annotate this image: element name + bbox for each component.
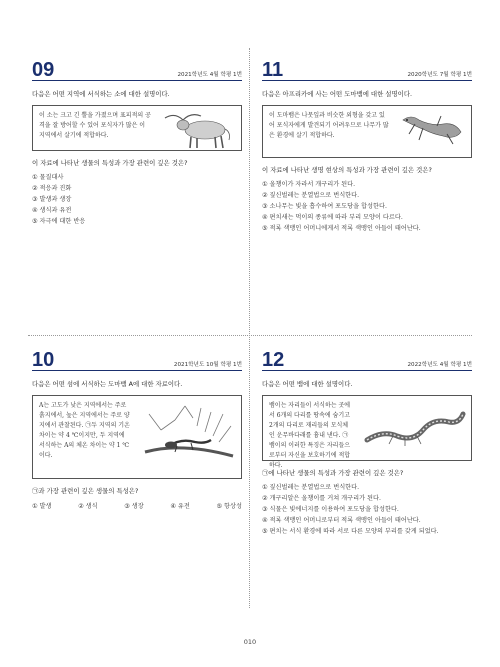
info-box bbox=[262, 105, 472, 158]
question-header bbox=[32, 58, 242, 81]
info-box bbox=[262, 395, 472, 469]
question-intro: 다음은 아프리카에 사는 어떤 도마뱀에 대한 설명이다. bbox=[262, 90, 413, 98]
question-number: 10 bbox=[32, 349, 55, 371]
option-1[interactable]: ① 물질대사 bbox=[32, 174, 64, 181]
info-box-text: 이 도마뱀은 나뭇잎과 비슷한 외형을 갖고 있어 포식자에게 발견되기 어려우므로 나무가 많은 환경에 살기 적합하다. bbox=[269, 112, 389, 139]
options-list bbox=[32, 172, 242, 227]
option-2[interactable]: ② 적응과 진화 bbox=[32, 185, 72, 192]
options-list bbox=[262, 482, 472, 537]
question-11 bbox=[262, 58, 472, 234]
question-number: 11 bbox=[262, 59, 284, 81]
question-prompt: ㉠과 가장 관련이 깊은 생물의 특성은? bbox=[32, 487, 139, 495]
question-source: 2020학년도 7월 학평 1번 bbox=[407, 72, 472, 78]
question-prompt: ㉠에 나타난 생물의 특성과 가장 관련이 깊은 것은? bbox=[262, 469, 404, 477]
question-header bbox=[262, 58, 472, 81]
option-4[interactable]: ④ 생식과 유전 bbox=[32, 207, 72, 214]
info-box-text: 이 소는 크고 긴 뿔을 가졌으며 표피적의 공격을 잘 방어할 수 있어 포식자가 많은 이 지역에서 살기에 적합하다. bbox=[39, 112, 151, 139]
question-intro: 다음은 어떤 지역에 서식하는 소에 대한 설명이다. bbox=[32, 90, 170, 98]
option-4[interactable]: ④ 유전 bbox=[170, 503, 190, 510]
option-3[interactable]: ③ 발생과 생장 bbox=[32, 196, 72, 203]
option-3[interactable]: ③ 식물은 빛에너지를 이용하여 포도당을 합성한다. bbox=[262, 506, 399, 513]
options-list bbox=[262, 179, 472, 234]
question-header bbox=[262, 348, 472, 371]
question-09 bbox=[32, 58, 242, 227]
option-5[interactable]: ⑤ 편치는 서식 환경에 따라 서로 다른 모양의 부리를 갖게 되었다. bbox=[262, 528, 439, 535]
option-3[interactable]: ③ 생장 bbox=[124, 503, 144, 510]
longhorn-cow-illustration bbox=[161, 108, 237, 150]
question-12 bbox=[262, 348, 472, 537]
option-3[interactable]: ③ 소나무는 빛을 흡수하여 포도당을 합성한다. bbox=[262, 203, 387, 210]
snake-illustration bbox=[363, 400, 467, 450]
options-row bbox=[32, 501, 242, 510]
page-number: 010 bbox=[243, 638, 257, 646]
lizard-on-branch-illustration bbox=[141, 402, 237, 472]
option-5[interactable]: ⑤ 자극에 대한 반응 bbox=[32, 218, 86, 225]
info-box bbox=[32, 105, 242, 151]
question-header bbox=[32, 348, 242, 371]
option-5[interactable]: ⑤ 적록 색맹인 어머니에게서 적록 색맹인 아들이 태어난다. bbox=[262, 225, 421, 232]
question-number: 12 bbox=[262, 349, 285, 371]
option-1[interactable]: ① 올챙이가 자라서 개구리가 된다. bbox=[262, 181, 356, 188]
question-source: 2021학년도 10월 학평 1번 bbox=[173, 362, 242, 368]
option-4[interactable]: ④ 편치새는 먹이의 종류에 따라 부리 모양이 다르다. bbox=[262, 214, 403, 221]
option-2[interactable]: ② 짚신벌레는 분열법으로 번식한다. bbox=[262, 192, 360, 199]
row-divider bbox=[28, 335, 472, 336]
question-prompt: 이 자료에 나타난 생명 현상의 특성과 가장 관련이 깊은 것은? bbox=[262, 166, 432, 174]
question-number: 09 bbox=[32, 59, 55, 81]
option-1[interactable]: ① 짚신벌레는 분열법으로 번식한다. bbox=[262, 484, 360, 491]
leaf-tailed-gecko-illustration bbox=[397, 110, 467, 150]
question-prompt: 이 자료에 나타난 생물의 특성과 가장 관련이 깊은 것은? bbox=[32, 159, 188, 167]
option-2[interactable]: ② 개구리알은 올챙이를 거쳐 개구리가 된다. bbox=[262, 495, 381, 502]
info-box-text: A는 고도가 낮은 지역에서는 주로 흙지에서, 높은 지역에서는 주로 양지에서 관찰된다. ㉠두 지역의 기온 차이는 약 4 ℃이지만, 두 지역에 서식하는 A의 체온 차이는 약 1 ℃이다. bbox=[39, 402, 130, 459]
option-2[interactable]: ② 생식 bbox=[78, 503, 98, 510]
info-box-text: 뱀이는 자리들이 서식하는 곳에서 6개의 다리를 땅속에 숨기고 2개의 다리로 재리들의 모식체인 운무바다래를 흉내 낸다. ㉠뱀이의 이러한 특징은 자리들으로부터 자신을 보호하기에 적합하다. bbox=[269, 402, 351, 469]
question-10 bbox=[32, 348, 242, 510]
column-divider bbox=[249, 48, 250, 608]
option-5[interactable]: ⑤ 항상성 bbox=[216, 503, 242, 510]
question-intro: 다음은 어떤 뱀에 대한 설명이다. bbox=[262, 380, 353, 388]
question-source: 2021학년도 4월 학평 1번 bbox=[177, 72, 242, 78]
question-source: 2022학년도 4월 학평 1번 bbox=[407, 362, 472, 368]
info-box bbox=[32, 395, 242, 479]
option-4[interactable]: ④ 적록 색맹인 어머니로부터 적록 색맹인 아들이 태어난다. bbox=[262, 517, 421, 524]
option-1[interactable]: ① 발생 bbox=[32, 503, 52, 510]
question-intro: 다음은 어떤 섬에 서식하는 도마뱀 A에 대한 자료이다. bbox=[32, 380, 183, 388]
